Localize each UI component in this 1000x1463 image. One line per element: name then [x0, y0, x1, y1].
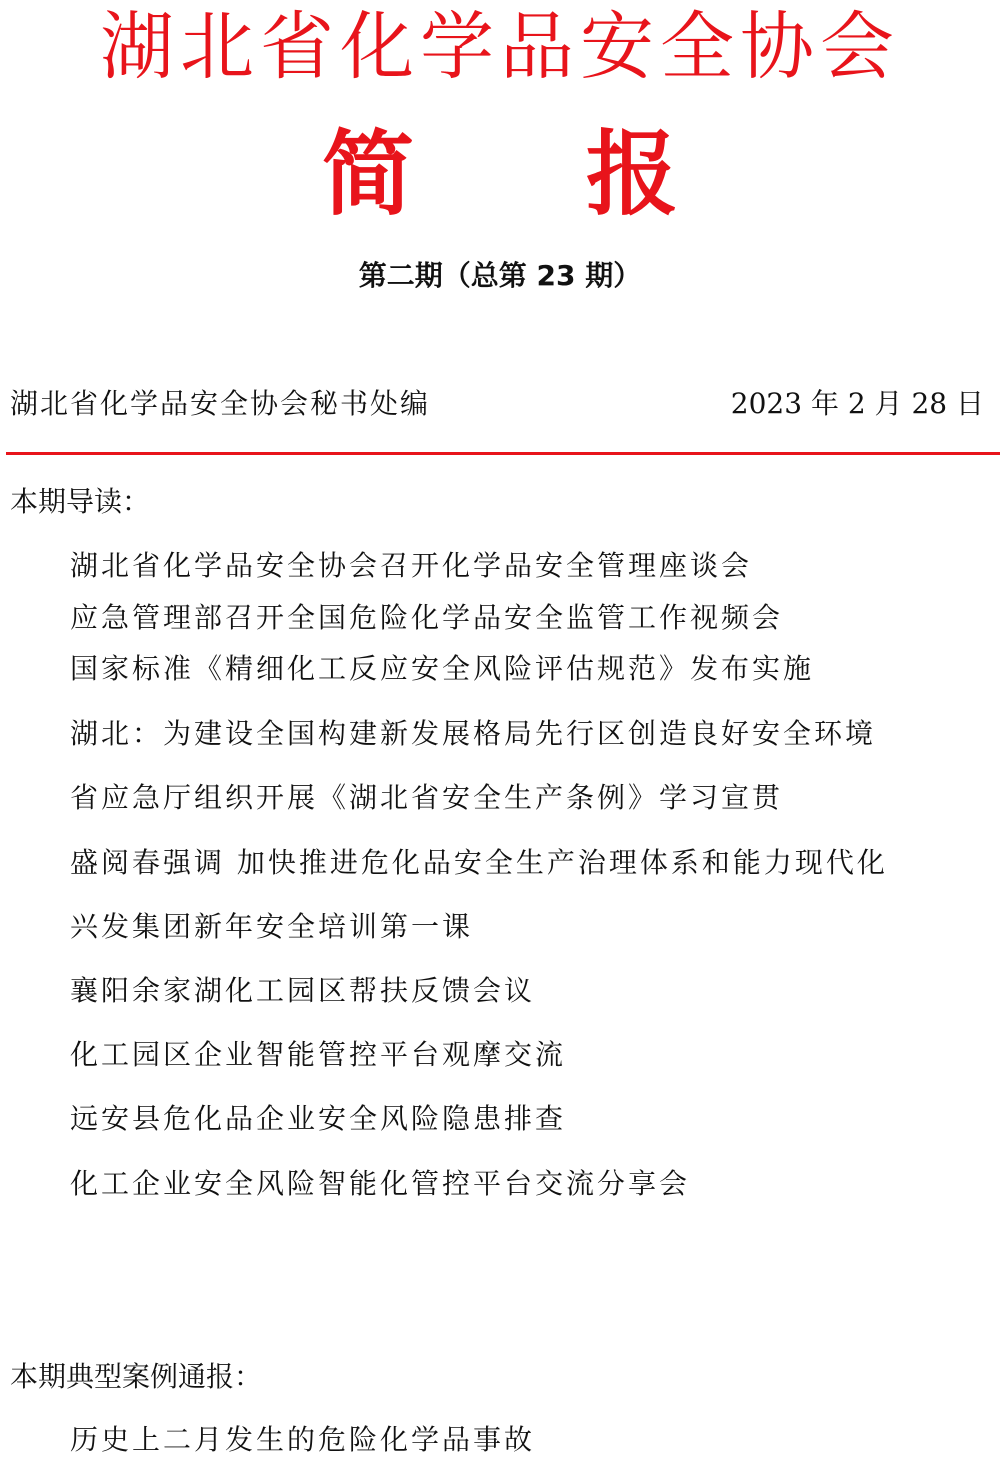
organization-title: 湖北省化学品安全协会 — [100, 4, 900, 90]
guide-item: 国家标准《精细化工反应安全风险评估规范》发布实施 — [70, 652, 815, 685]
guide-item: 省应急厅组织开展《湖北省安全生产条例》学习宣贯 — [70, 781, 784, 814]
case-item: 历史上二月发生的危险化学品事故 — [70, 1423, 536, 1456]
red-divider — [6, 452, 1000, 455]
guide-item: 远安县危化品企业安全风险隐患排查 — [70, 1102, 567, 1135]
editor-line: 湖北省化学品安全协会秘书处编 — [10, 387, 431, 420]
cases-heading: 本期典型案例通报： — [10, 1360, 263, 1393]
document-title: 简 报 — [321, 121, 749, 228]
guide-item: 化工企业安全风险智能化管控平台交流分享会 — [70, 1167, 691, 1200]
guide-item: 盛阅春强调 加快推进危化品安全生产治理体系和能力现代化 — [70, 846, 888, 879]
guide-item: 化工园区企业智能管控平台观摩交流 — [70, 1038, 567, 1071]
guide-item: 兴发集团新年安全培训第一课 — [70, 910, 474, 943]
guide-item: 应急管理部召开全国危险化学品安全监管工作视频会 — [70, 601, 784, 634]
guide-item: 湖北省化学品安全协会召开化学品安全管理座谈会 — [70, 549, 753, 582]
guide-item: 湖北：为建设全国构建新发展格局先行区创造良好安全环境 — [70, 717, 877, 750]
issue-number: 第二期（总第 23 期） — [358, 259, 642, 292]
guide-heading: 本期导读： — [10, 485, 151, 518]
guide-item: 襄阳余家湖化工园区帮扶反馈会议 — [70, 974, 536, 1007]
publish-date: 2023 年 2 月 28 日 — [730, 387, 984, 420]
